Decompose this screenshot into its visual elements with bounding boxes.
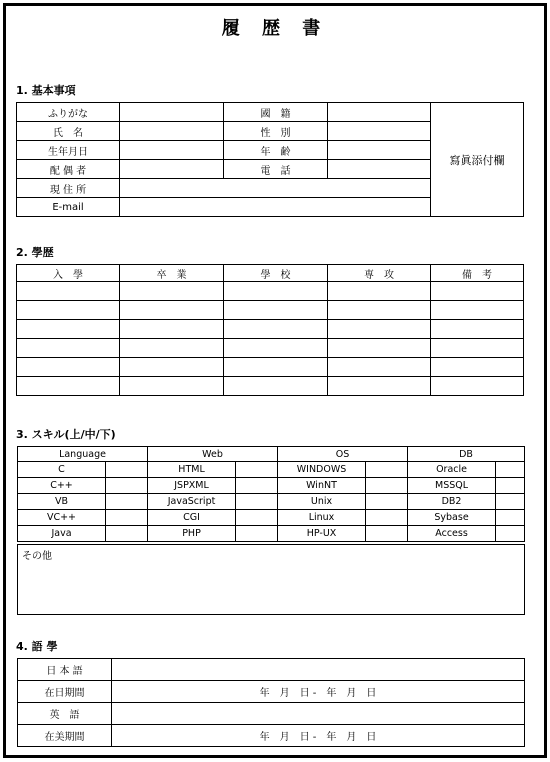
- skill-level-cell[interactable]: [366, 478, 408, 494]
- header-entry: 入 學: [17, 265, 120, 282]
- skill-level-cell[interactable]: [366, 526, 408, 542]
- header-school: 學 校: [224, 265, 328, 282]
- skill-html: HTML: [148, 462, 236, 478]
- education-table: [16, 264, 524, 396]
- table-row: [17, 301, 524, 320]
- label-phone: 電 話: [224, 160, 328, 179]
- entry-cell[interactable]: [17, 320, 120, 339]
- language-table: [17, 658, 525, 747]
- skill-jspxml: JSPXML: [148, 478, 236, 494]
- label-japanese: 日 本 語: [18, 659, 112, 681]
- remarks-cell[interactable]: [431, 301, 524, 320]
- major-cell[interactable]: [328, 377, 431, 396]
- label-furigana: ふりがな: [17, 103, 120, 122]
- label-gender: 性 別: [224, 122, 328, 141]
- name-field[interactable]: [120, 122, 224, 141]
- major-cell[interactable]: [328, 301, 431, 320]
- table-row: [17, 377, 524, 396]
- skills-table: [17, 446, 525, 542]
- header-os: OS: [278, 447, 408, 462]
- other-skills-field[interactable]: [17, 544, 525, 615]
- major-cell[interactable]: [328, 358, 431, 377]
- remarks-cell[interactable]: [431, 320, 524, 339]
- school-cell[interactable]: [224, 301, 328, 320]
- skill-db2: DB2: [408, 494, 496, 510]
- header-web: Web: [148, 447, 278, 462]
- furigana-field[interactable]: [120, 103, 224, 122]
- remarks-cell[interactable]: [431, 377, 524, 396]
- basic-info-table: [16, 102, 524, 217]
- birthdate-field[interactable]: [120, 141, 224, 160]
- school-cell[interactable]: [224, 339, 328, 358]
- skill-php: PHP: [148, 526, 236, 542]
- skill-level-cell[interactable]: [366, 510, 408, 526]
- remarks-cell[interactable]: [431, 339, 524, 358]
- entry-cell[interactable]: [17, 358, 120, 377]
- label-name: 氏 名: [17, 122, 120, 141]
- table-row: [18, 526, 525, 542]
- major-cell[interactable]: [328, 339, 431, 358]
- table-row: [17, 339, 524, 358]
- header-language: Language: [18, 447, 148, 462]
- skill-level-cell[interactable]: [236, 510, 278, 526]
- table-row: [17, 358, 524, 377]
- skill-level-cell[interactable]: [236, 462, 278, 478]
- photo-area[interactable]: [431, 103, 524, 217]
- header-graduation: 卒 業: [120, 265, 224, 282]
- table-row: [17, 282, 524, 301]
- graduation-cell[interactable]: [120, 282, 224, 301]
- label-birthdate: 生年月日: [17, 141, 120, 160]
- phone-field[interactable]: [328, 160, 431, 179]
- skill-level-cell[interactable]: [106, 478, 148, 494]
- graduation-cell[interactable]: [120, 377, 224, 396]
- skill-level-cell[interactable]: [496, 478, 525, 494]
- skill-cgi: CGI: [148, 510, 236, 526]
- skill-vb: VB: [18, 494, 106, 510]
- section-language-heading: 4. 語 學: [16, 640, 58, 653]
- skill-access: Access: [408, 526, 496, 542]
- table-row: [18, 462, 525, 478]
- photo-label: 寫眞添付欄: [449, 153, 505, 167]
- label-spouse: 配 偶 者: [17, 160, 120, 179]
- label-address: 現 住 所: [17, 179, 120, 198]
- school-cell[interactable]: [224, 320, 328, 339]
- address-field[interactable]: [120, 179, 431, 198]
- remarks-cell[interactable]: [431, 282, 524, 301]
- major-cell[interactable]: [328, 320, 431, 339]
- page-title: 履 歴 書: [221, 18, 329, 39]
- label-nationality: 國 籍: [224, 103, 328, 122]
- japanese-field[interactable]: [112, 659, 525, 681]
- label-japan-stay: 在日期間: [18, 681, 112, 703]
- skill-level-cell[interactable]: [496, 510, 525, 526]
- skill-level-cell[interactable]: [236, 526, 278, 542]
- skill-level-cell[interactable]: [366, 494, 408, 510]
- skill-level-cell[interactable]: [496, 494, 525, 510]
- table-row: [18, 510, 525, 526]
- skill-windows: WINDOWS: [278, 462, 366, 478]
- skill-level-cell[interactable]: [106, 494, 148, 510]
- label-english: 英 語: [18, 703, 112, 725]
- resume-form: [3, 3, 547, 758]
- table-row: [17, 320, 524, 339]
- entry-cell[interactable]: [17, 301, 120, 320]
- label-age: 年 齢: [224, 141, 328, 160]
- entry-cell[interactable]: [17, 377, 120, 396]
- us-stay-field[interactable]: 年 月 日 - 年 月 日: [112, 725, 525, 747]
- skill-oracle: Oracle: [408, 462, 496, 478]
- skill-level-cell[interactable]: [236, 494, 278, 510]
- skill-level-cell[interactable]: [106, 462, 148, 478]
- graduation-cell[interactable]: [120, 320, 224, 339]
- skill-level-cell[interactable]: [496, 462, 525, 478]
- section-skills-heading: 3. スキル(上/中/下): [16, 428, 116, 441]
- skill-level-cell[interactable]: [496, 526, 525, 542]
- age-field[interactable]: [328, 141, 431, 160]
- japan-stay-field[interactable]: 年 月 日 - 年 月 日: [112, 681, 525, 703]
- label-email: E-mail: [17, 198, 120, 217]
- label-us-stay: 在美期間: [18, 725, 112, 747]
- graduation-cell[interactable]: [120, 301, 224, 320]
- header-remarks: 備 考: [431, 265, 524, 282]
- header-major: 専 攻: [328, 265, 431, 282]
- entry-cell[interactable]: [17, 282, 120, 301]
- english-field[interactable]: [112, 703, 525, 725]
- section-education-heading: 2. 學歴: [16, 246, 54, 259]
- skill-level-cell[interactable]: [106, 526, 148, 542]
- school-cell[interactable]: [224, 377, 328, 396]
- graduation-cell[interactable]: [120, 358, 224, 377]
- skill-winnt: WinNT: [278, 478, 366, 494]
- skill-hpux: HP-UX: [278, 526, 366, 542]
- nationality-field[interactable]: [328, 103, 431, 122]
- major-cell[interactable]: [328, 282, 431, 301]
- skill-javascript: JavaScript: [148, 494, 236, 510]
- skill-level-cell[interactable]: [236, 478, 278, 494]
- section-basic-heading: 1. 基本事項: [16, 84, 76, 97]
- school-cell[interactable]: [224, 282, 328, 301]
- graduation-cell[interactable]: [120, 339, 224, 358]
- school-cell[interactable]: [224, 358, 328, 377]
- header-db: DB: [408, 447, 525, 462]
- gender-field[interactable]: [328, 122, 431, 141]
- spouse-field[interactable]: [120, 160, 224, 179]
- skill-level-cell[interactable]: [106, 510, 148, 526]
- skill-linux: Linux: [278, 510, 366, 526]
- skill-cpp: C++: [18, 478, 106, 494]
- entry-cell[interactable]: [17, 339, 120, 358]
- table-row: [18, 494, 525, 510]
- skill-level-cell[interactable]: [366, 462, 408, 478]
- skill-java: Java: [18, 526, 106, 542]
- skill-vcpp: VC++: [18, 510, 106, 526]
- other-skills-label: その他: [22, 551, 52, 562]
- skill-sybase: Sybase: [408, 510, 496, 526]
- skill-mssql: MSSQL: [408, 478, 496, 494]
- skill-unix: Unix: [278, 494, 366, 510]
- table-row: [18, 478, 525, 494]
- skill-c: C: [18, 462, 106, 478]
- remarks-cell[interactable]: [431, 358, 524, 377]
- email-field[interactable]: [120, 198, 431, 217]
